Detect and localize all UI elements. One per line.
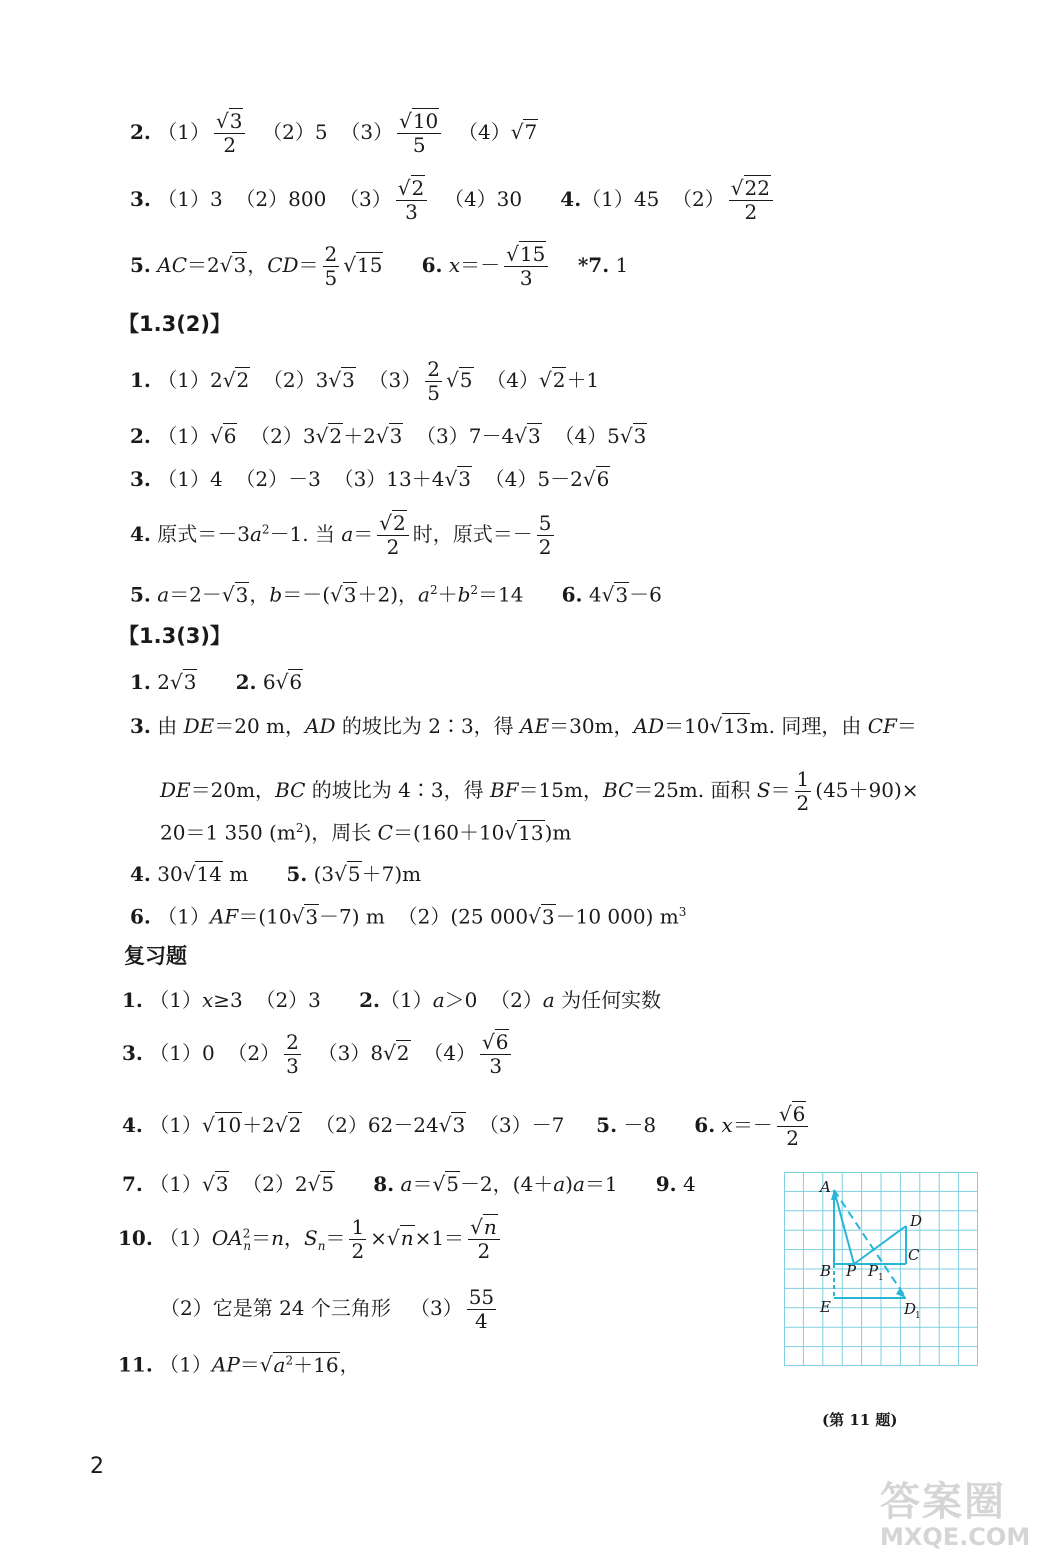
- answer-line-6c: 6. （1）AF＝(10√3－7) m （2）(25 000√3－10 000) $m^3$: [130, 904, 687, 929]
- review-line-4-5-6: 4. （1）√10＋2√2 （2）62－24√3 （3）－7 5. －8 6. x＝－ $\frac{√6}{2}$: [122, 1103, 812, 1150]
- answer-line-4c-5c: 4. 30√14 m 5. (3√5＋7)m: [130, 862, 422, 886]
- label-c: C: [908, 1246, 920, 1264]
- label-d1-sub: 1: [915, 1311, 921, 1321]
- review-line-10b: （2）它是第 24 个三角形 （3） $\frac{55}{4}$: [160, 1285, 495, 1333]
- section-heading-review: 复习题: [124, 944, 187, 968]
- review-line-7-8-9: 7. （1）√3 （2）2√5 8. a＝√5－2，(4＋a)a＝1 9. 4: [122, 1172, 696, 1196]
- label-p1: P: [868, 1262, 879, 1280]
- answer-line-4b: 4. 原式$=-3a^2-1$. 当 a＝ $\frac{√2}{2}$ 时，原式＝－ $\frac{5}{2}$: [130, 511, 552, 559]
- page-number: 2: [90, 1454, 104, 1479]
- label-e: E: [820, 1298, 831, 1316]
- watermark-line-1: 答案圈: [880, 1479, 1006, 1525]
- answer-line-2b: 2. （1）√6 （2）3√2＋2√3 （3）7－4√3 （4）5√3: [130, 424, 647, 448]
- label-p: P: [846, 1262, 857, 1280]
- answer-line-5-6-7: 5. AC＝2√3，CD＝ $\frac{2}{5}$ √15 6. x＝－ $\frac{√15}{3}$ *7. 1: [130, 242, 629, 290]
- review-line-11: 11. $(1)AP=√a^2+16$，: [118, 1352, 360, 1377]
- watermark-logo: [880, 1470, 1030, 1551]
- review-line-10a: 10. $(1)OA^2_n=n$，$S_n=$ $\frac{1}{2}$ ×√n×1＝ $\frac{√n}{2}$: [118, 1216, 504, 1263]
- answer-line-3-4: 3. （1）3 （2）800 （3） $\frac{√2}{3}$ （4）30 4.（1）45 （2） $\frac{√22}{2}$: [130, 177, 777, 224]
- label-b: B: [820, 1262, 832, 1280]
- answer-line-1c-2c: 1. 2√3 2. 6√6: [130, 670, 303, 694]
- section-heading-1-3-3: 【1.3(3)】: [118, 624, 232, 648]
- answer-line-3c-a: 3. 由 DE＝20 m，AD 的坡比为 2∶3，得 AE＝30m，AD＝10√13m. 同理，由 CF＝: [130, 714, 917, 738]
- answer-line-3c-b: DE＝20m，BC 的坡比为 4∶3，得 BF＝15m，BC＝25m. 面积 S＝ $\frac{1}{2}$ (45＋90)×: [160, 767, 919, 815]
- label-d: D: [910, 1212, 923, 1230]
- answer-line-5b-6b: 5. a＝2－√3，b＝－(√3＋2)，$a^2+b^2=14$ 6. 4√3－6: [130, 582, 662, 607]
- review-line-1-2: 1. （1）x≥3 （2）3 2.（1）a＞0 （2）a 为任何实数: [122, 988, 662, 1012]
- answer-line-3c-c: 20＝1 350 $(m^2)$，周长 C＝(160＋10√13)m: [160, 820, 572, 845]
- answer-line-2: 2. （1） $\frac{√3}{2}$ （2）5 （3） $\frac{√10}{5}$ （4）√7: [130, 109, 538, 157]
- answer-line-3b: 3. （1）4 （2）－3 （3）13＋4√3 （4）5－2√6: [130, 467, 610, 491]
- answer-line-1: 1. （1）2√2 （2）3√3 （3） $\frac{2}{5}$ √5 （4）√2＋1: [130, 357, 600, 405]
- watermark-line-2: MXQE.COM: [880, 1523, 1031, 1551]
- review-line-3: 3. （1）0 （2） $\frac{2}{3}$ （3）8√2 （4） $\frac{√6}{3}$: [122, 1031, 515, 1078]
- section-heading-1-3-2: 【1.3(2)】: [118, 312, 232, 336]
- label-d1: D: [904, 1300, 917, 1318]
- figure-caption: (第 11 题): [822, 1411, 898, 1429]
- label-p1-sub: 1: [878, 1273, 884, 1283]
- label-a: A: [820, 1178, 831, 1196]
- figure-11-diagram: [784, 1172, 978, 1366]
